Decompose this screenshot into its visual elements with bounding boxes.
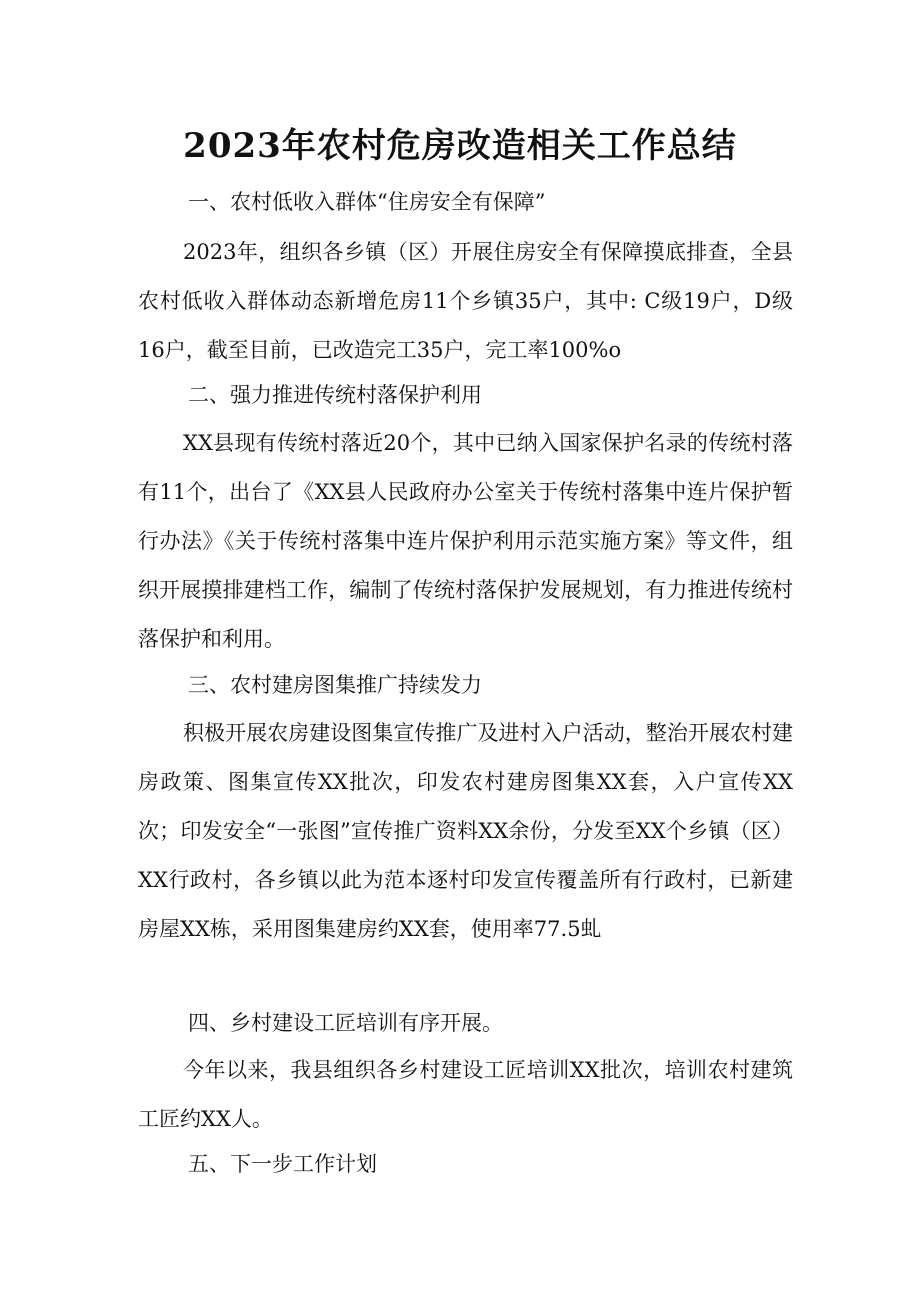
section-heading-1: 一、农村低收入群体“住房安全有保障” <box>188 190 546 214</box>
section-paragraph-4: 今年以来，我县组织各乡村建设工匠培训XX批次，培训农村建筑工匠约XX人。 <box>138 1058 793 1131</box>
section-heading-5: 五、下一步工作计划 <box>188 1152 377 1176</box>
section-heading-4: 四、乡村建设工匠培训有序开展。 <box>188 1011 503 1035</box>
section-paragraph-3: 积极开展农房建设图集宣传推广及进村入户活动，整治开展农村建房政策、图集宣传XX批次，印发农村建房图集XX套，入户宣传XX次；印发安全“一张图”宣传推广资料XX余份，分发至XX个乡镇（区）XX行政村，各乡镇以此为范本逐村印发宣传覆盖所有行政村，已新建房屋XX栋，采用图集建房约XX套，使用率77.5虬 <box>138 721 793 941</box>
section-heading-3: 三、农村建房图集推广持续发力 <box>188 673 482 697</box>
section-paragraph-2: XX县现有传统村落近20个，其中已纳入国家保护名录的传统村落有11个，出台了《XX县人民政府办公室关于传统村落集中连片保护暂行办法》《关于传统村落集中连片保护利用示范实施方案》等文件，组织开展摸排建档工作，编制了传统村落保护发展规划，有力推进传统村落保护和利用。 <box>138 431 793 651</box>
document-title: 2023年农村危房改造相关工作总结 <box>183 126 737 166</box>
section-heading-2: 二、强力推进传统村落保护利用 <box>188 383 482 407</box>
section-paragraph-1: 2023年，组织各乡镇（区）开展住房安全有保障摸底排查，全县农村低收入群体动态新增危房11个乡镇35户，其中: C级19户，D级16户，截至目前，已改造完工35户，完工率100%o <box>138 240 793 362</box>
